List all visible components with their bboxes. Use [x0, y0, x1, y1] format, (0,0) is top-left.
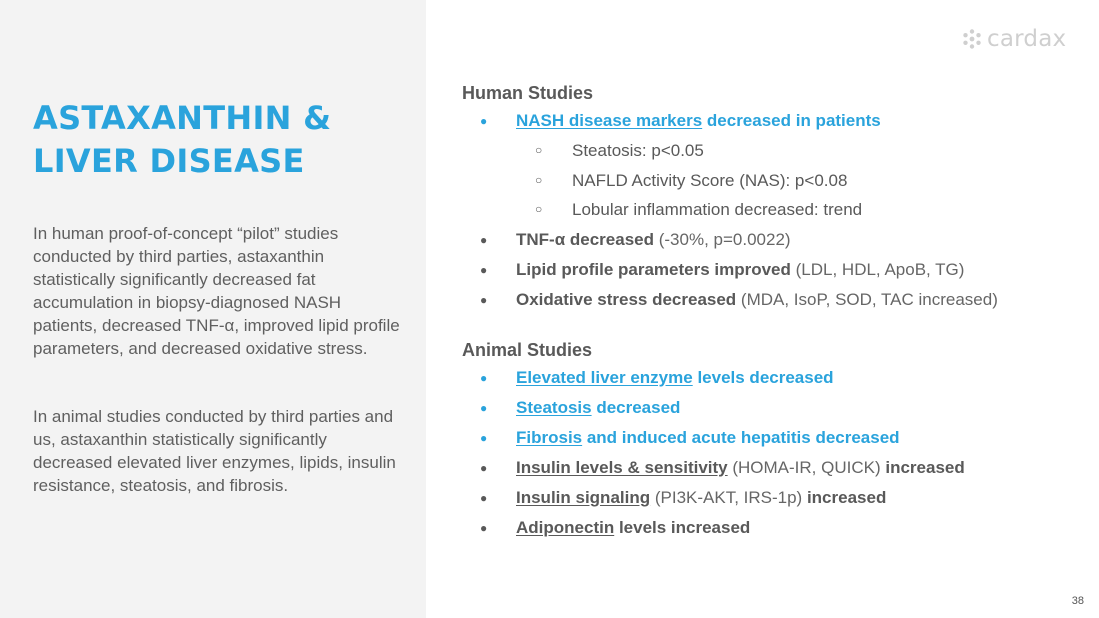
- list-item: [462, 393, 1082, 423]
- steatosis-link[interactable]: Steatosis: [516, 397, 592, 417]
- title-line-1: ASTAXANTHIN &: [33, 99, 332, 137]
- insulin-detail: (HOMA-IR, QUICK): [727, 457, 886, 477]
- animal-studies-heading: Animal Studies: [462, 339, 593, 360]
- title-line-2: LIVER DISEASE: [33, 142, 305, 180]
- steatosis-text: decreased: [591, 397, 681, 417]
- tnf-bold: TNF-α decreased: [516, 229, 654, 249]
- list-item: [462, 255, 1082, 285]
- insulin-signaling-link[interactable]: Insulin signaling: [516, 487, 651, 507]
- list-item: [462, 483, 1082, 513]
- sub-list-item: ○ NAFLD Activity Score (NAS): p<0.08: [462, 166, 1082, 196]
- adiponectin-link[interactable]: Adiponectin: [516, 517, 615, 537]
- signaling-detail: (PI3K-AKT, IRS-1p): [650, 487, 807, 507]
- animal-summary-paragraph: In animal studies conducted by third parties and us, astaxanthin statistically significantly decreased elevated liver enzymes, lipids, insulin resistance, steatosis, and fibrosis.: [33, 407, 396, 495]
- page-number: 38: [1071, 595, 1084, 607]
- tnf-detail: (-30%, p=0.0022): [654, 229, 791, 249]
- liver-enzyme-text: levels decreased: [692, 367, 834, 387]
- animal-studies-list: [462, 363, 1082, 543]
- lipid-detail: (LDL, HDL, ApoB, TG): [790, 259, 965, 279]
- asterisk-mark-icon: [961, 28, 983, 50]
- fibrosis-text: and induced acute hepatitis decreased: [582, 427, 900, 447]
- lipid-bold: Lipid profile parameters improved: [516, 259, 791, 279]
- nash-sub-list: [462, 136, 1082, 225]
- fibrosis-link[interactable]: Fibrosis: [516, 427, 583, 447]
- oxidative-detail: (MDA, IsoP, SOD, TAC increased): [736, 289, 998, 309]
- list-item: [462, 513, 1082, 543]
- signaling-bold: increased: [806, 487, 887, 507]
- sub-list-item: ○ Lobular inflammation decreased: trend: [462, 195, 1082, 225]
- human-studies-heading: Human Studies: [462, 83, 594, 103]
- insulin-bold: increased: [885, 457, 965, 477]
- list-item: [462, 423, 1082, 453]
- list-item: [462, 106, 1082, 136]
- nash-markers-link[interactable]: NASH disease markers: [516, 111, 703, 130]
- list-item: [462, 363, 1082, 393]
- cardax-logo: [961, 26, 1066, 52]
- logo-wordmark: cardax: [987, 26, 1067, 52]
- left-panel: [0, 0, 426, 618]
- insulin-sensitivity-link[interactable]: Insulin levels & sensitivity: [516, 457, 728, 477]
- slide-title: [33, 97, 331, 183]
- list-item: [462, 453, 1082, 483]
- findings-section: [462, 80, 1082, 543]
- oxidative-bold: Oxidative stress decreased: [516, 289, 737, 309]
- human-studies-list: [462, 106, 1082, 136]
- liver-enzyme-link[interactable]: Elevated liver enzyme: [516, 367, 693, 387]
- adiponectin-text: levels increased: [614, 517, 751, 537]
- list-item: [462, 285, 1082, 315]
- sub-list-item: ○ Steatosis: p<0.05: [462, 136, 1082, 166]
- list-item: [462, 225, 1082, 255]
- nash-markers-text: decreased in patients: [702, 111, 881, 130]
- human-studies-list-2: [462, 225, 1082, 315]
- human-summary-paragraph: In human proof-of-concept “pilot” studies conducted by third parties, astaxanthin statistically significantly decreased fat accumulation in biopsy-diagnosed NASH patients, decreased TNF-α, improved lipid profile parameters, and decreased oxidative stress.: [33, 224, 400, 358]
